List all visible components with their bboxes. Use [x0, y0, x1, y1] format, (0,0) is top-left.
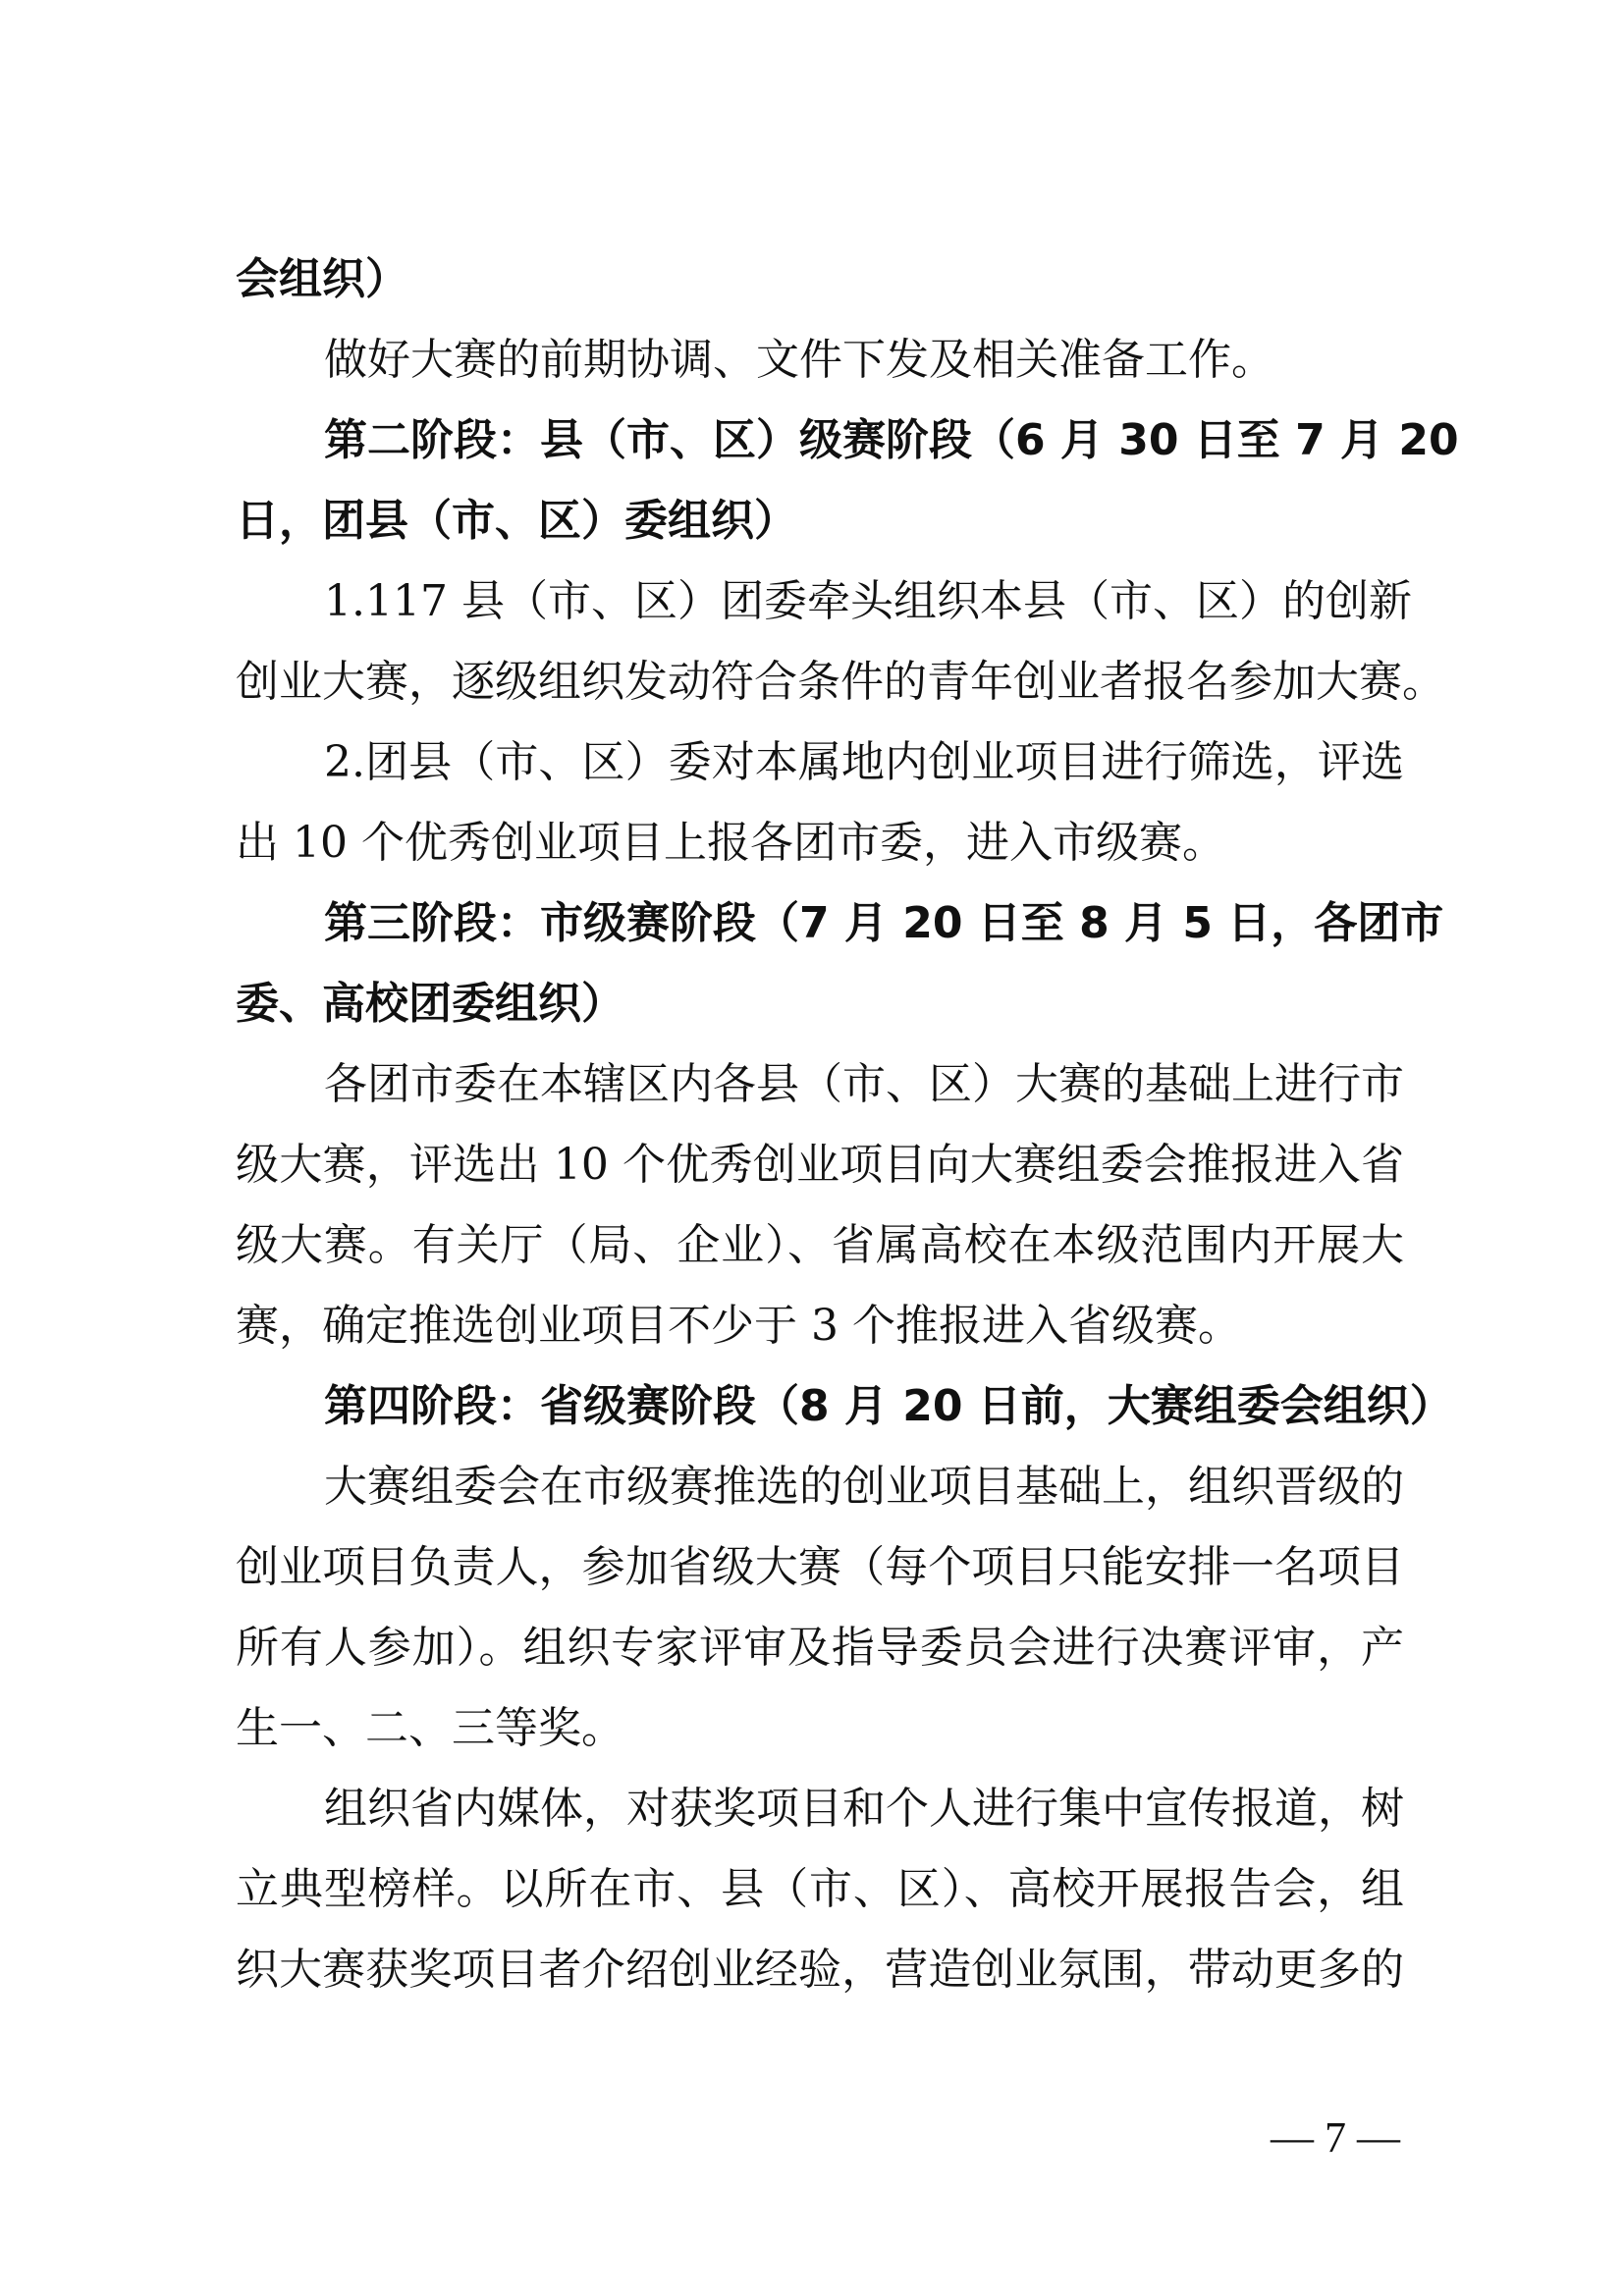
paragraph-line: 级大赛，评选出 10 个优秀创业项目向大赛组委会推报进入省: [236, 1140, 1404, 1190]
paragraph-line: 组织省内媒体，对获奖项目和个人进行集中宣传报道，树: [324, 1784, 1404, 1834]
stage-two-heading: 第二阶段：县（市、区）级赛阶段（6 月 30 日至 7 月 20: [324, 415, 1459, 465]
paragraph-line: 级大赛。有关厅（局、企业）、省属高校在本级范围内开展大: [236, 1220, 1404, 1270]
paragraph-line: 织大赛获奖项目者介绍创业经验，营造创业氛围，带动更多的: [236, 1945, 1404, 1995]
paragraph-line: 生一、二、三等奖。: [236, 1703, 624, 1753]
stage-two-heading-end: 日，团县（市、区）委组织）: [236, 496, 797, 546]
paragraph-line: 创业项目负责人，参加省级大赛（每个项目只能安排一名项目: [236, 1542, 1404, 1592]
paragraph-line: 1.117 县（市、区）团委牵头组织本县（市、区）的创新: [324, 576, 1412, 626]
paragraph-line: 赛，确定推选创业项目不少于 3 个推报进入省级赛。: [236, 1301, 1241, 1351]
page-number: — 7 —: [1271, 2113, 1400, 2162]
stage-four-heading: 第四阶段：省级赛阶段（8 月 20 日前，大赛组委会组织）: [324, 1381, 1453, 1431]
stage-one-heading-end: 会组织）: [236, 254, 408, 304]
paragraph-line: 各团市委在本辖区内各县（市、区）大赛的基础上进行市: [324, 1059, 1404, 1109]
paragraph-line: 立典型榜样。以所在市、县（市、区）、高校开展报告会，组: [236, 1864, 1404, 1914]
paragraph-line: 2.团县（市、区）委对本属地内创业项目进行筛选，评选: [324, 737, 1404, 787]
paragraph-line: 出 10 个优秀创业项目上报各团市委，进入市级赛。: [236, 818, 1225, 868]
paragraph-line: 做好大赛的前期协调、文件下发及相关准备工作。: [324, 335, 1274, 385]
stage-three-heading-end: 委、高校团委组织）: [236, 979, 624, 1029]
paragraph-line: 创业大赛，逐级组织发动符合条件的青年创业者报名参加大赛。: [236, 657, 1445, 707]
paragraph-line: 大赛组委会在市级赛推选的创业项目基础上，组织晋级的: [324, 1462, 1404, 1512]
paragraph-line: 所有人参加）。组织专家评审及指导委员会进行决赛评审，产: [236, 1623, 1404, 1673]
stage-three-heading: 第三阶段：市级赛阶段（7 月 20 日至 8 月 5 日，各团市: [324, 898, 1444, 948]
